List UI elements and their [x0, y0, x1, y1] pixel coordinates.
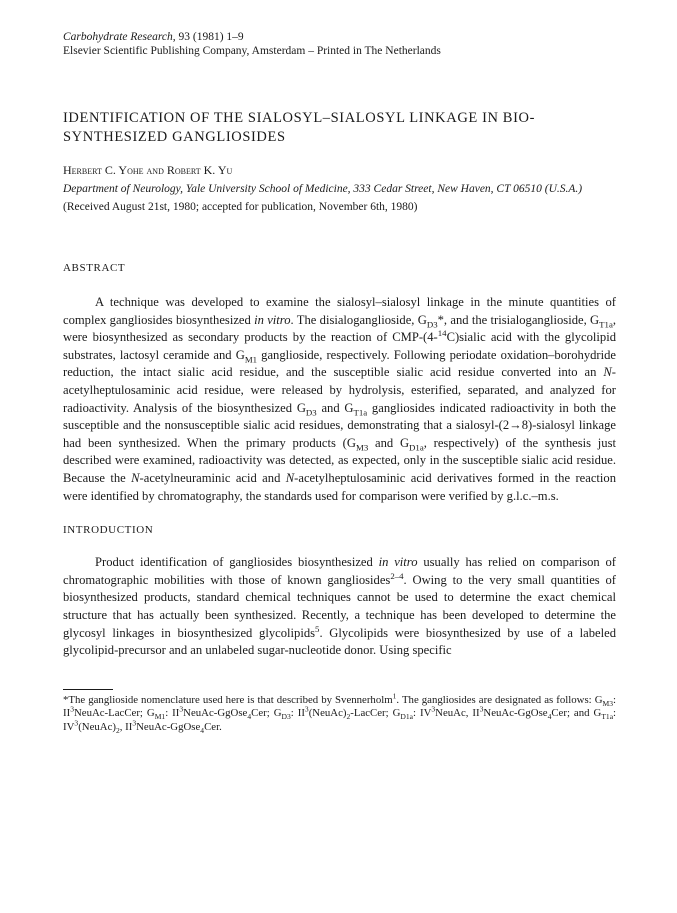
abstract-text: -acetylneuraminic acid and — [139, 470, 286, 485]
footnote-subscript: M1 — [154, 712, 166, 722]
journal-volume-pages: 93 (1981) 1–9 — [175, 31, 244, 43]
abstract-text: gangliosides indicated radioactivity in both the susceptible and the nonsusceptible sialic acid residues, demonstrating that a sialosyl-(2→8)-sialosyl linkage had been synthesized. When the primary products (G — [63, 400, 617, 450]
abstract-italic: N — [131, 470, 140, 485]
received-dates: (Received August 21st, 1980; accepted for publication, November 6th, 1980) — [63, 201, 418, 213]
footnote-text: Cer. — [204, 720, 222, 733]
footnote-rule — [63, 689, 113, 690]
publisher-line: Elsevier Scientific Publishing Company, Amsterdam – Printed in The Netherlands — [63, 45, 441, 57]
abstract-text: -acetylheptulosaminic acid residue, were released by hydrolysis, esterified, separated, and analyzed for radioactivity. Analysis of the biosynthesized G — [63, 365, 616, 415]
footnote-superscript: 3 — [479, 704, 484, 714]
footnote-text: NeuAc-GgOse — [136, 720, 201, 733]
abstract-subscript: D3 — [305, 407, 317, 418]
abstract-subscript: M1 — [244, 354, 258, 365]
intro-italic: in vitro — [378, 555, 418, 570]
footnote-subscript: D1a — [400, 712, 413, 722]
footnote-text: Cer; and G — [551, 707, 602, 720]
abstract-text: . The disialoganglioside, G — [290, 312, 427, 327]
article-title — [63, 109, 616, 147]
footnote-text: : IV — [63, 707, 617, 733]
abstract-text: and G — [316, 400, 354, 415]
abstract-text: -acetylheptulosaminic acid derivatives formed in the reaction were identified by chromatography, the standards used for comparison were verified by g.l.c.–m.s. — [63, 470, 616, 503]
footnote-subscript: D3 — [281, 712, 291, 722]
author-list: Herbert C. Yohe and Robert K. Yu — [63, 163, 233, 177]
footnote-subscript: 4 — [200, 725, 205, 735]
footnote-text: : II — [63, 693, 616, 720]
intro-citation: 5 — [315, 623, 320, 634]
abstract-text: and G — [368, 435, 410, 450]
footnote-subscript: 2 — [346, 712, 351, 722]
abstract-subscript: T1a — [353, 407, 368, 418]
abstract-italic: in vitro — [254, 312, 291, 327]
footnote-superscript: 3 — [179, 704, 184, 714]
footnote-subscript: 2 — [115, 725, 120, 735]
abstract-subscript: D3 — [426, 319, 438, 330]
journal-citation — [63, 30, 616, 44]
abstract-subscript: T1a — [599, 319, 613, 330]
footnote-text: (NeuAc) — [78, 720, 116, 733]
abstract-paragraph — [63, 294, 616, 505]
footnote-text: : II — [290, 707, 305, 720]
author-affiliation: Department of Neurology, Yale University School of Medicine, 333 Cedar Street, New Haven, CT 06510 (U.S.A.) — [63, 183, 583, 195]
intro-citation: 2–4 — [390, 570, 404, 581]
footnote-subscript: T1a — [601, 712, 614, 722]
abstract-text: ganglioside, respectively. Following periodate oxidation–borohydride reduction, the intact sialic acid residue, and the susceptible sialic acid residue converted into an — [63, 347, 616, 380]
footnote-text: : IV — [413, 707, 432, 720]
footnote-text: . The gangliosides are designated as follows: G — [396, 693, 603, 706]
abstract-italic: N — [285, 470, 295, 485]
abstract-subscript: M3 — [355, 442, 369, 453]
footnote-superscript: 3 — [132, 718, 137, 728]
title-line-2: SYNTHESIZED GANGLIOSIDES — [63, 129, 286, 145]
footnote-text: NeuAc-GgOse — [183, 707, 248, 720]
abstract-subscript: D1a — [409, 442, 424, 453]
footnote — [63, 691, 617, 735]
footnote-text: NeuAc, II — [435, 707, 480, 720]
abstract-superscript: 14 — [437, 328, 447, 338]
footnote-superscript: 3 — [74, 718, 79, 728]
journal-name: Carbohydrate Research, — [63, 31, 176, 43]
title-line-1: IDENTIFICATION OF THE SIALOSYL–SIALOSYL LINKAGE IN BIO- — [63, 110, 535, 126]
footnote-citation: 1 — [392, 691, 397, 701]
footnote-superscript: 3 — [304, 704, 309, 714]
abstract-text: *, and the trisialoganglioside, G — [437, 312, 600, 327]
intro-text: Product identification of gangliosides biosynthesized — [95, 555, 379, 570]
intro-text: . Glycolipids were biosynthesized by use of a labeled glycolipid-precursor and an unlabeled sugar-nucleotide donor. Using specific — [63, 625, 617, 658]
abstract-text: C)sialic acid with the glycolipid substrates, lactosyl ceramide and G — [63, 330, 616, 362]
footnote-subscript: 4 — [247, 712, 252, 722]
abstract-italic: N — [603, 365, 612, 380]
footnote-text: Cer; G — [251, 707, 282, 720]
footnote-superscript: 3 — [70, 704, 74, 714]
footnote-subscript: 4 — [547, 712, 552, 722]
footnote-superscript: 3 — [431, 704, 436, 714]
footnote-text: *The ganglioside nomenclature used here is that described by Svennerholm — [63, 693, 393, 706]
footnote-text: NeuAc-GgOse — [483, 707, 548, 720]
abstract-text: , were biosynthesized as secondary products by the reaction of CMP-(4- — [63, 312, 617, 345]
footnote-text: , II — [119, 720, 133, 733]
abstract-text: A technique was developed to examine the sialosyl–sialosyl linkage in the minute quantities of complex gangliosides biosynthesized — [63, 295, 616, 327]
footnote-text: -LacCer; G — [350, 707, 401, 720]
introduction-heading: INTRODUCTION — [63, 524, 154, 537]
introduction-paragraph — [63, 554, 616, 660]
footnote-text: (NeuAc) — [308, 707, 347, 720]
intro-text: . Owing to the very small quantities of biosynthesized products, standard chemical techniques cannot be used to determine the exact chemical structure that has actually been synthesized. Recently, a technique has been developed to determine the glycosyl linkages in biosynthesized glycolipids — [63, 572, 616, 640]
footnote-text: : II — [165, 707, 180, 720]
footnote-text: NeuAc-LacCer; G — [73, 707, 155, 720]
abstract-text: , respectively) of the synthesis just described were examined, radioactivity was detected, as expected, only in the susceptible sialic acid residue. Because the — [63, 435, 616, 485]
footnote-subscript: M3 — [602, 698, 613, 708]
intro-text: usually has relied on comparison of chromatographic mobilities with those of known gangliosides — [63, 555, 616, 587]
paper-page — [63, 30, 616, 734]
abstract-heading: ABSTRACT — [63, 262, 126, 274]
